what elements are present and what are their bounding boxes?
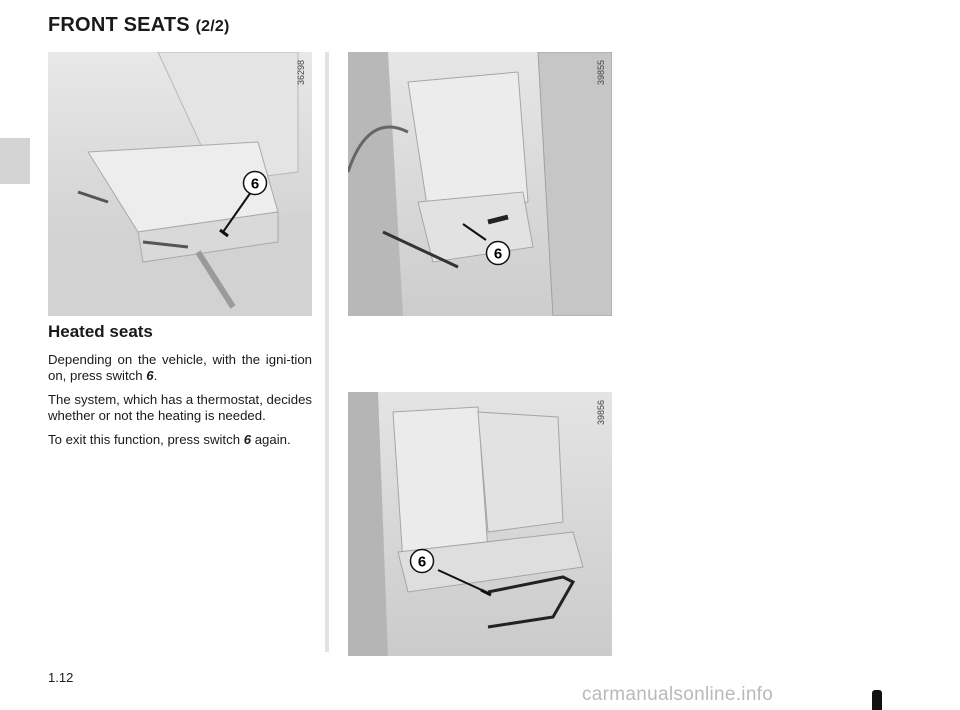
callout-6-fig3	[409, 548, 435, 574]
figure-seat-front-switch	[348, 392, 612, 656]
text-span: again.	[251, 432, 291, 447]
callout-label: 6	[493, 245, 503, 263]
heated-seats-section	[48, 322, 312, 457]
switch-ref: 6	[243, 432, 252, 447]
title-text: FRONT SEATS	[48, 14, 190, 36]
text-span: To exit this function, press switch	[48, 432, 244, 447]
watermark: carmanualsonline.info	[582, 684, 774, 705]
page-number: 1.12	[48, 670, 74, 685]
corner-mark	[872, 690, 882, 710]
section-heading: Heated seats	[48, 322, 153, 341]
paragraph-1	[48, 352, 312, 383]
chapter-tab	[0, 138, 30, 184]
callout-label: 6	[250, 175, 260, 193]
text-span: Depending on the vehicle, with the igni-tion on, press switch	[48, 352, 312, 383]
seat-illustration-1	[48, 52, 312, 316]
figure-folding-seat	[48, 52, 312, 316]
page-title	[48, 14, 230, 37]
seat-illustration-3	[348, 392, 612, 656]
text-span: .	[153, 367, 158, 383]
title-suffix: (2/2)	[195, 18, 230, 35]
figure-ref-1: 36298	[296, 60, 306, 86]
paragraph-2: The system, which has a thermostat, decides whether or not the heating is needed.	[48, 392, 312, 423]
seat-illustration-2	[348, 52, 612, 316]
callout-6-fig1	[242, 170, 268, 196]
switch-ref: 6	[146, 367, 154, 383]
callout-6-fig2	[485, 240, 511, 266]
paragraph-3	[48, 432, 312, 448]
figure-ref-3: 39856	[596, 400, 606, 426]
callout-label: 6	[417, 553, 427, 571]
figure-ref-2: 39855	[596, 60, 606, 86]
column-divider	[325, 52, 329, 652]
figure-seat-side-switch	[348, 52, 612, 316]
